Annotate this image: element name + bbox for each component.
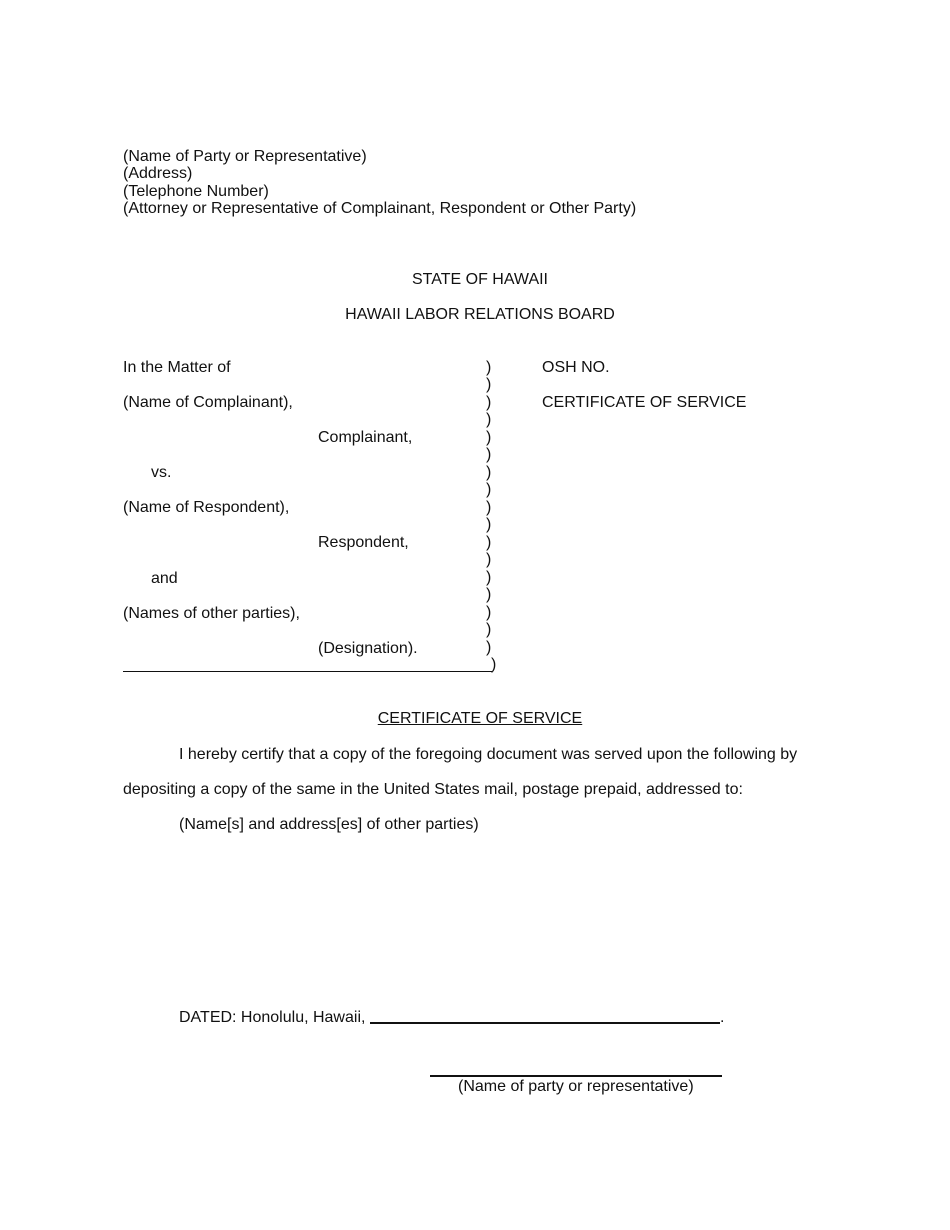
certificate-heading: CERTIFICATE OF SERVICE (377, 710, 583, 727)
caption-paren: ) (486, 446, 492, 463)
dated-label: DATED: Honolulu, Hawaii, (179, 1009, 366, 1026)
date-blank-line (370, 1022, 720, 1024)
caption-paren: ) (486, 411, 492, 428)
attorney-line: (Attorney or Representative of Complainant, Respondent or Other Party) (123, 200, 637, 217)
caption-paren: ) (491, 656, 497, 673)
caption-paren: ) (486, 639, 492, 656)
caption-paren: ) (486, 551, 492, 568)
caption-paren: ) (486, 516, 492, 533)
respondent-name: (Name of Respondent), (123, 499, 290, 516)
caption-paren: ) (486, 359, 492, 376)
certificate-body-line1: I hereby certify that a copy of the foregoing document was served upon the following by (179, 746, 798, 763)
caption-paren: ) (486, 569, 492, 586)
board-title: HAWAII LABOR RELATIONS BOARD (345, 306, 615, 323)
party-name-line: (Name of Party or Representative) (123, 148, 367, 165)
in-the-matter-label: In the Matter of (123, 359, 231, 376)
address-line: (Address) (123, 165, 193, 182)
dated-period: . (720, 1009, 725, 1026)
osh-number-label: OSH NO. (542, 359, 610, 376)
caption-paren: ) (486, 586, 492, 603)
addressees-placeholder: (Name[s] and address[es] of other parties) (179, 816, 479, 833)
caption-underline (123, 671, 492, 672)
document-title: CERTIFICATE OF SERVICE (542, 394, 747, 411)
caption-paren: ) (486, 604, 492, 621)
caption-paren: ) (486, 464, 492, 481)
signature-line (430, 1075, 722, 1077)
signer-caption: (Name of party or representative) (458, 1078, 694, 1095)
caption-paren: ) (486, 534, 492, 551)
telephone-line: (Telephone Number) (123, 183, 269, 200)
vs-label: vs. (151, 464, 172, 481)
other-parties-name: (Names of other parties), (123, 605, 300, 622)
designation-label: (Designation). (318, 640, 418, 657)
caption-paren: ) (486, 481, 492, 498)
caption-paren: ) (486, 429, 492, 446)
caption-paren: ) (486, 621, 492, 638)
complainant-name: (Name of Complainant), (123, 394, 293, 411)
state-title: STATE OF HAWAII (412, 271, 548, 288)
certificate-body-line2: depositing a copy of the same in the United States mail, postage prepaid, addressed to: (123, 781, 743, 798)
respondent-role: Respondent, (318, 534, 409, 551)
caption-paren: ) (486, 499, 492, 516)
complainant-role: Complainant, (318, 429, 413, 446)
caption-paren: ) (486, 376, 492, 393)
caption-paren: ) (486, 394, 492, 411)
and-label: and (151, 570, 178, 587)
